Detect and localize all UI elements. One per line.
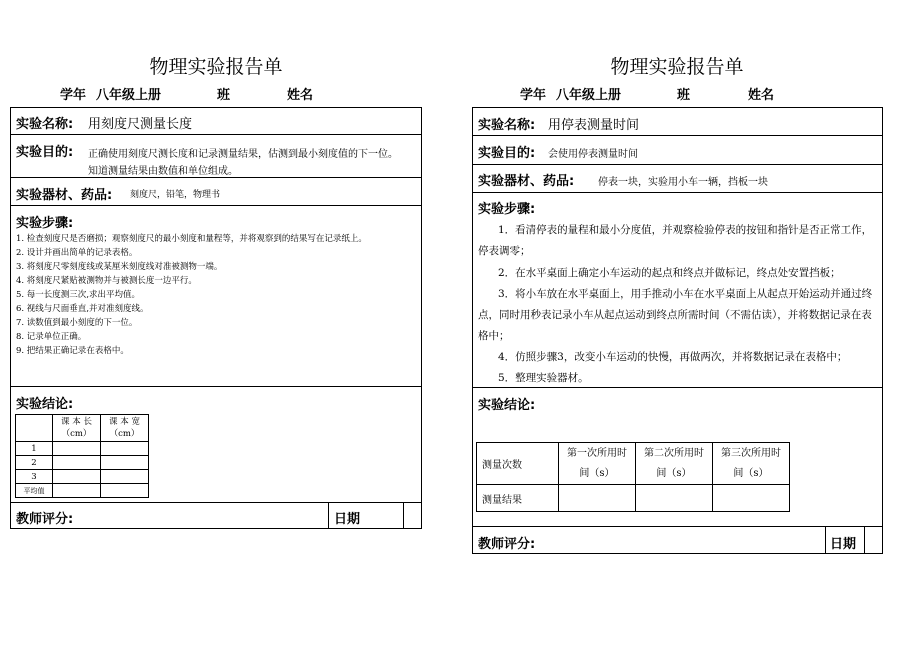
table-header-width: 课 本 宽 （cm）: [101, 415, 149, 442]
left-header-row: [10, 84, 422, 102]
left-purpose-line2: 知道测量结果由数值和单位组成。: [88, 166, 238, 177]
table-row: 3: [16, 470, 149, 484]
table-cell-input[interactable]: [636, 485, 713, 512]
list-item: 1．看清停表的量程和最小分度值，并观察检验停表的按钮和指针是否正常工作，: [498, 224, 873, 236]
left-conclusion-label: 实验结论:: [16, 397, 74, 412]
table-cell-input[interactable]: [101, 470, 149, 484]
list-item: 6. 视线与尺面垂直,并对准刻度线。: [16, 304, 149, 314]
table-header-length: 课 本 长 （cm）: [53, 415, 101, 442]
table-row: 1: [16, 442, 149, 456]
list-item: 2. 设计并画出简单的记录表格。: [16, 248, 138, 258]
right-header-name: 姓名: [748, 88, 775, 103]
left-equipment-label: 实验器材、药品:: [16, 188, 113, 203]
left-experiment-name-value: 用刻度尺测量长度: [88, 117, 193, 132]
list-item: 4. 将刻度尺紧贴被测物并与被测长度一边平行。: [16, 276, 197, 286]
right-header-class: 班: [677, 88, 691, 103]
table-header-count: 测量次数: [477, 443, 559, 485]
list-item: 1. 检查刻度尺是否磨损；观察刻度尺的最小刻度和量程等，并将观察到的结果写在记录纸上。: [16, 234, 367, 244]
right-header-year: 学年: [520, 88, 547, 103]
left-measurement-table: [15, 414, 149, 498]
list-item: 停表调零；: [478, 245, 531, 257]
right-page-title: 物理实验报告单: [610, 56, 744, 78]
list-item: 点，同时用秒表记录小车从起点运动到终点所需时间（不需估读），并将数据记录在表: [478, 309, 872, 321]
list-item: 3. 将刻度尺零刻度线或某厘米刻度线对准被测物一端。: [16, 262, 223, 272]
table-header-third: 第三次所用时 间（s）: [713, 443, 790, 485]
list-item: 格中；: [478, 330, 510, 342]
table-cell-input[interactable]: [101, 456, 149, 470]
table-cell-input[interactable]: [713, 485, 790, 512]
left-equipment-value: 刻度尺，铅笔，物理书: [130, 190, 221, 200]
table-header-first: 第一次所用时 间（s）: [559, 443, 636, 485]
left-date-label: 日期: [334, 512, 361, 527]
table-cell-input[interactable]: [53, 484, 101, 498]
list-item: 9. 把结果正确记录在表格中。: [16, 346, 129, 356]
table-cell-input[interactable]: [53, 456, 101, 470]
right-conclusion-label: 实验结论:: [478, 398, 536, 413]
right-teacher-score-label: 教师评分:: [478, 537, 536, 552]
table-cell-input[interactable]: [101, 442, 149, 456]
right-header-row: [472, 84, 882, 102]
table-cell-input[interactable]: [53, 442, 101, 456]
table-cell-input[interactable]: [101, 484, 149, 498]
right-equipment-value: 停表一块，实验用小车一辆，挡板一块: [598, 177, 768, 188]
left-purpose-label: 实验目的:: [16, 145, 74, 160]
right-equipment-label: 实验器材、药品:: [478, 174, 575, 189]
right-header-grade: 八年级上册: [556, 88, 622, 103]
list-item: 4．仿照步骤3，改变小车运动的快慢，再做两次，并将数据记录在表格中；: [498, 351, 848, 363]
left-teacher-score-label: 教师评分:: [16, 512, 74, 527]
right-measurement-table: [476, 442, 790, 512]
list-item: 8. 记录单位正确。: [16, 332, 87, 342]
table-row: [477, 443, 790, 485]
left-header-class: 班: [217, 88, 231, 103]
left-purpose-line1: 正确使用刻度尺测长度和记录测量结果，估测到最小刻度值的下一位。: [88, 149, 398, 160]
right-experiment-name-value: 用停表测量时间: [548, 118, 640, 133]
right-date-label: 日期: [830, 537, 857, 552]
right-purpose-value: 会使用停表测量时间: [548, 149, 638, 160]
table-header-second: 第二次所用时 间（s）: [636, 443, 713, 485]
table-cell-input[interactable]: [559, 485, 636, 512]
right-steps-label: 实验步骤:: [478, 202, 536, 217]
list-item: 2．在水平桌面上确定小车运动的起点和终点并做标记，终点处安置挡板；: [498, 267, 841, 279]
left-experiment-name-label: 实验名称:: [16, 117, 74, 132]
left-header-grade: 八年级上册: [96, 88, 162, 103]
list-item: 5．整理实验器材。: [498, 372, 589, 384]
list-item: 7. 读数值到最小刻度的下一位。: [16, 318, 138, 328]
left-steps-label: 实验步骤:: [16, 216, 74, 231]
list-item: 3．将小车放在水平桌面上，用手推动小车在水平桌面上从起点开始运动并通过终: [498, 288, 873, 300]
left-header-year: 学年: [60, 88, 87, 103]
right-purpose-label: 实验目的:: [478, 146, 536, 161]
table-row: 平均值: [16, 484, 149, 498]
left-page-title: 物理实验报告单: [149, 56, 283, 78]
table-row: 测量结果: [477, 485, 790, 512]
table-corner-cell: [16, 415, 53, 442]
right-experiment-name-label: 实验名称:: [478, 118, 536, 133]
table-cell-input[interactable]: [53, 470, 101, 484]
left-header-name: 姓名: [287, 88, 314, 103]
list-item: 5. 每一长度测三次,求出平均值。: [16, 290, 141, 300]
table-row: 2: [16, 456, 149, 470]
